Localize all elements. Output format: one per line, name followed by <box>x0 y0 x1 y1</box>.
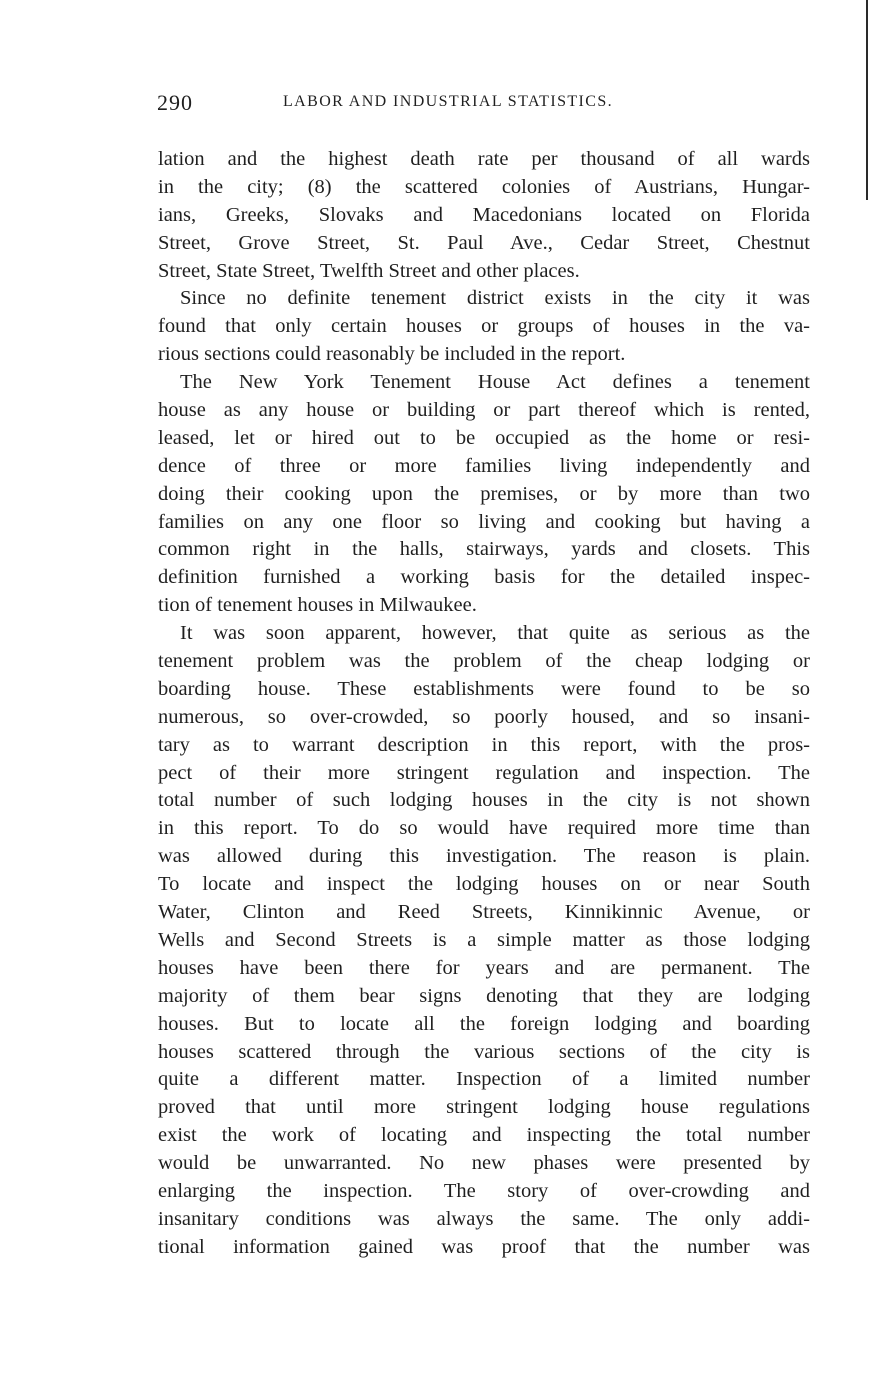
text-line: was allowed during this investigation. The reason is plain. <box>158 845 810 868</box>
text-line: found that only certain houses or groups of houses in the va- <box>158 315 810 338</box>
page-number: 290 <box>157 90 193 115</box>
text-line: total number of such lodging houses in the city is not shown <box>158 789 810 812</box>
text-line: doing their cooking upon the premises, or by more than two <box>158 482 810 505</box>
text-line: It was soon apparent, however, that quite as serious as the <box>180 622 810 645</box>
text-line: Street, State Street, Twelfth Street and other places. <box>158 259 580 282</box>
text-line: quite a different matter. Inspection of a limited number <box>158 1068 810 1091</box>
text-line: families on any one floor so living and cooking but having a <box>158 510 810 533</box>
text-line: Since no definite tenement district exists in the city it was <box>180 287 810 310</box>
text-line: dence of three or more families living independently and <box>158 454 810 477</box>
text-line: definition furnished a working basis for the detailed inspec- <box>158 566 810 589</box>
text-line: exist the work of locating and inspecting the total number <box>158 1124 810 1147</box>
text-line: The New York Tenement House Act defines a tenement <box>180 371 810 394</box>
text-line: leased, let or hired out to be occupied as the home or resi- <box>158 426 810 449</box>
text-line: tional information gained was proof that the number was <box>158 1235 810 1258</box>
text-line: in the city; (8) the scattered colonies of Austrians, Hungar- <box>158 175 810 198</box>
page-header <box>157 90 817 120</box>
text-line: proved that until more stringent lodging house regulations <box>158 1096 810 1119</box>
text-line: rious sections could reasonably be included in the report. <box>158 343 626 366</box>
running-title: LABOR AND INDUSTRIAL STATISTICS. <box>283 93 614 110</box>
text-line: lation and the highest death rate per thousand of all wards <box>158 148 810 170</box>
body-text <box>158 146 810 1262</box>
text-line: tion of tenement houses in Milwaukee. <box>158 594 477 617</box>
text-line: would be unwarranted. No new phases were presented by <box>158 1152 810 1175</box>
text-line: pect of their more stringent regulation and inspection. The <box>158 761 810 784</box>
text-line: common right in the halls, stairways, yards and closets. This <box>158 538 810 561</box>
text-line: insanitary conditions was always the same. The only addi- <box>158 1207 810 1230</box>
text-line: tary as to warrant description in this report, with the pros- <box>158 733 810 756</box>
text-line: numerous, so over-crowded, so poorly housed, and so insani- <box>158 705 810 728</box>
text-line: Water, Clinton and Reed Streets, Kinnikinnic Avenue, or <box>158 901 810 924</box>
text-line: boarding house. These establishments were found to be so <box>158 677 810 700</box>
text-line: houses have been there for years and are permanent. The <box>158 956 810 979</box>
text-line: majority of them bear signs denoting that they are lodging <box>158 984 810 1007</box>
text-line: houses. But to locate all the foreign lodging and boarding <box>158 1012 810 1035</box>
text-line: houses scattered through the various sections of the city is <box>158 1040 810 1063</box>
text-line: tenement problem was the problem of the cheap lodging or <box>158 650 810 673</box>
page-edge-line <box>866 0 868 200</box>
text-line: Street, Grove Street, St. Paul Ave., Cedar Street, Chestnut <box>158 231 810 254</box>
text-line: Wells and Second Streets is a simple matter as those lodging <box>158 928 810 951</box>
text-line: in this report. To do so would have required more time than <box>158 817 810 840</box>
text-line: ians, Greeks, Slovaks and Macedonians located on Florida <box>158 203 810 226</box>
text-line: To locate and inspect the lodging houses on or near South <box>158 873 810 896</box>
text-line: house as any house or building or part thereof which is rented, <box>158 399 810 422</box>
text-line: enlarging the inspection. The story of over-crowding and <box>158 1179 810 1202</box>
